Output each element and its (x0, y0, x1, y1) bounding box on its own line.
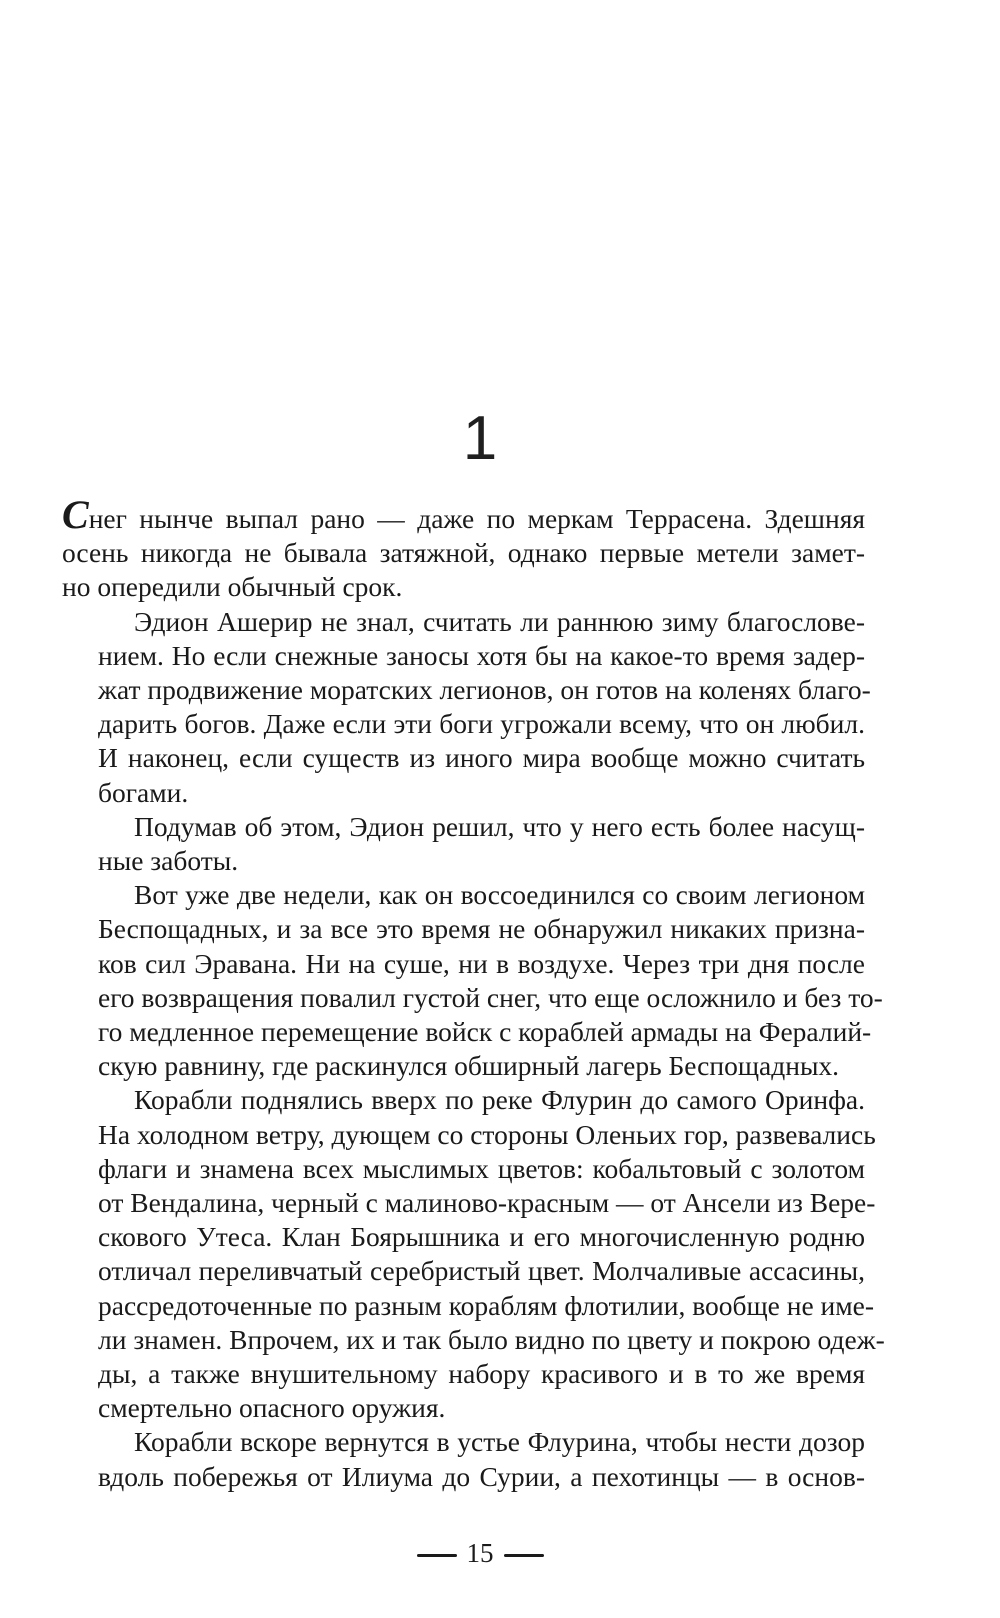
page-footer (0, 1540, 960, 1567)
chapter-number: 1 (462, 404, 498, 473)
text-line: смертельно опасного оружия. (98, 1392, 446, 1424)
text-line: Корабли поднялись вверх по реке Флурин до самого Оринфа. (134, 1084, 865, 1116)
chapter-body (62, 492, 885, 1494)
paragraph-5 (62, 1083, 885, 1425)
text-line: жат продвижение моратских легионов, он готов на коленях благо- (98, 674, 871, 706)
text-line: Корабли вскоре вернутся в устье Флурина, чтобы нести дозор (134, 1426, 865, 1458)
footer-dash-right (504, 1554, 544, 1557)
drop-cap: С (62, 492, 89, 537)
text-line: осень никогда не бывала затяжной, однако первые метели замет- (62, 537, 865, 569)
text-line: го медленное перемещение войск с кораблей армады на Фералий- (98, 1016, 872, 1048)
text-line: На холодном ветру, дующем со стороны Оленьих гор, развевались (98, 1118, 876, 1150)
paragraph-3 (62, 810, 865, 878)
text-line: отличал переливчатый серебристый цвет. Молчаливые ассасины, (98, 1255, 865, 1287)
text-line: его возвращения повалил густой снег, что еще осложнило и без то- (98, 981, 883, 1013)
text-line: но опередили обычный срок. (62, 571, 403, 603)
text-line: Снег нынче выпал рано — даже по меркам Террасена. Здешняя (62, 492, 865, 537)
paragraph-6 (62, 1425, 865, 1493)
text-line: ные заботы. (98, 845, 239, 877)
text-line: скую равнину, где раскинулся обширный лагерь Беспощадных. (98, 1050, 840, 1082)
text-line: И наконец, если существ из иного мира вообще можно считать (98, 742, 865, 774)
text-line: ли знамен. Впрочем, их и так было видно по цвету и покрою одеж- (98, 1323, 885, 1355)
text-line: богами. (98, 776, 189, 808)
text-line: дарить богов. Даже если эти боги угрожали всему, что он любил. (98, 708, 865, 740)
text-line: Вот уже две недели, как он воссоединился со своим легионом (134, 879, 865, 911)
text-line: нием. Но если снежные заносы хотя бы на какое-то время задер- (98, 639, 865, 671)
text-line: Подумав об этом, Эдион решил, что у него есть более насущ- (134, 810, 865, 842)
text-line: Эдион Ашерир не знал, считать ли раннюю зиму благослове- (134, 605, 865, 637)
text-line: вдоль побережья от Илиума до Сурии, а пехотинцы — в основ- (98, 1460, 865, 1492)
paragraph-2 (62, 605, 871, 810)
text-line: флаги и знамена всех мыслимых цветов: кобальтовый с золотом (98, 1152, 865, 1184)
paragraph-1 (62, 492, 865, 605)
paragraph-4 (62, 878, 883, 1083)
text-line: скового Утеса. Клан Боярышника и его многочисленную родню (98, 1221, 865, 1253)
text-line: от Вендалина, черный с малиново-красным — от Ансели из Вере- (98, 1187, 876, 1219)
text-line: ды, а также внушительному набору красивого и в то же время (98, 1358, 865, 1390)
text-line: рассредоточенные по разным кораблям флотилии, вообще не име- (98, 1289, 875, 1321)
text-line: ков сил Эравана. Ни на суше, ни в воздухе. Через три дня после (98, 947, 865, 979)
page-number: 15 (466, 1538, 494, 1568)
footer-dash-left (417, 1554, 457, 1557)
text-line: Беспощадных, и за все это время не обнаружил никаких призна- (98, 913, 865, 945)
